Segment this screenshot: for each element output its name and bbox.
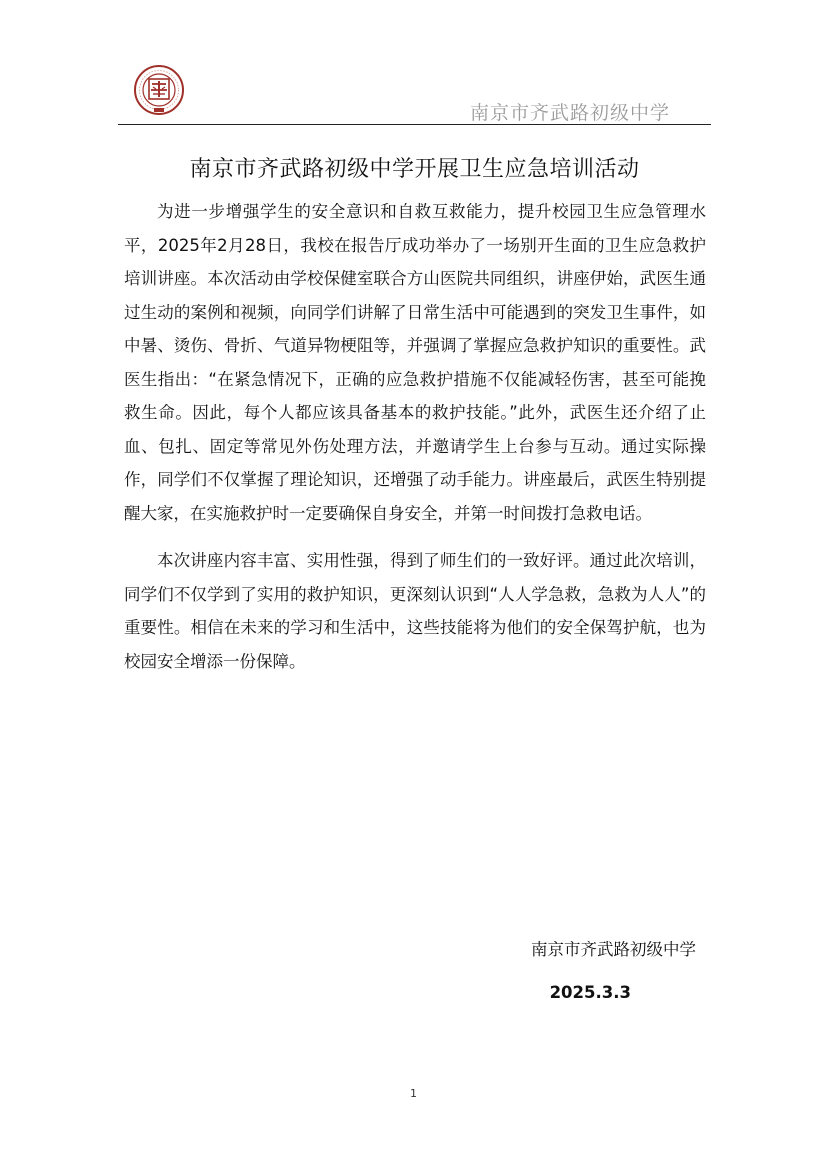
article-body [124,195,706,678]
signature-date: 2025.3.3 [549,983,631,1002]
header-divider [118,124,711,125]
page-number: 1 [410,1087,417,1100]
article-paragraph-1: 为进一步增强学生的安全意识和自救互救能力，提升校园卫生应急管理水平，2025年2月28日，我校在报告厅成功举办了一场别开生面的卫生应急救护培训讲座。本次活动由学校保健室联合方山医院共同组织，讲座伊始，武医生通过生动的案例和视频，向同学们讲解了日常生活中可能遇到的突发卫生事件，如中暑、烫伤、骨折、气道异物梗阻等，并强调了掌握应急救护知识的重要性。武医生指出：“在紧急情况下，正确的应急救护措施不仅能减轻伤害，甚至可能挽救生命。因此，每个人都应该具备基本的救护技能。”此外，武医生还介绍了止血、包扎、固定等常见外伤处理方法，并邀请学生上台参与互动。通过实际操作，同学们不仅掌握了理论知识，还增强了动手能力。讲座最后，武医生特别提醒大家，在实施救护时一定要确保自身安全，并第一时间拨打急救电话。 [124,202,706,523]
header-school-name: 南京市齐武路初级中学 [469,102,670,124]
school-logo-icon [125,64,193,116]
article-paragraph-2: 本次讲座内容丰富、实用性强，得到了师生们的一致好评。通过此次培训，同学们不仅学到了实用的救护知识，更深刻认识到“人人学急救，急救为人人”的重要性。相信在未来的学习和生活中，这些技能将为他们的安全保驾护航，也为校园安全增添一份保障。 [124,551,706,671]
article-title: 南京市齐武路初级中学开展卫生应急培训活动 [189,157,640,182]
signature-school: 南京市齐武路初级中学 [531,940,696,959]
